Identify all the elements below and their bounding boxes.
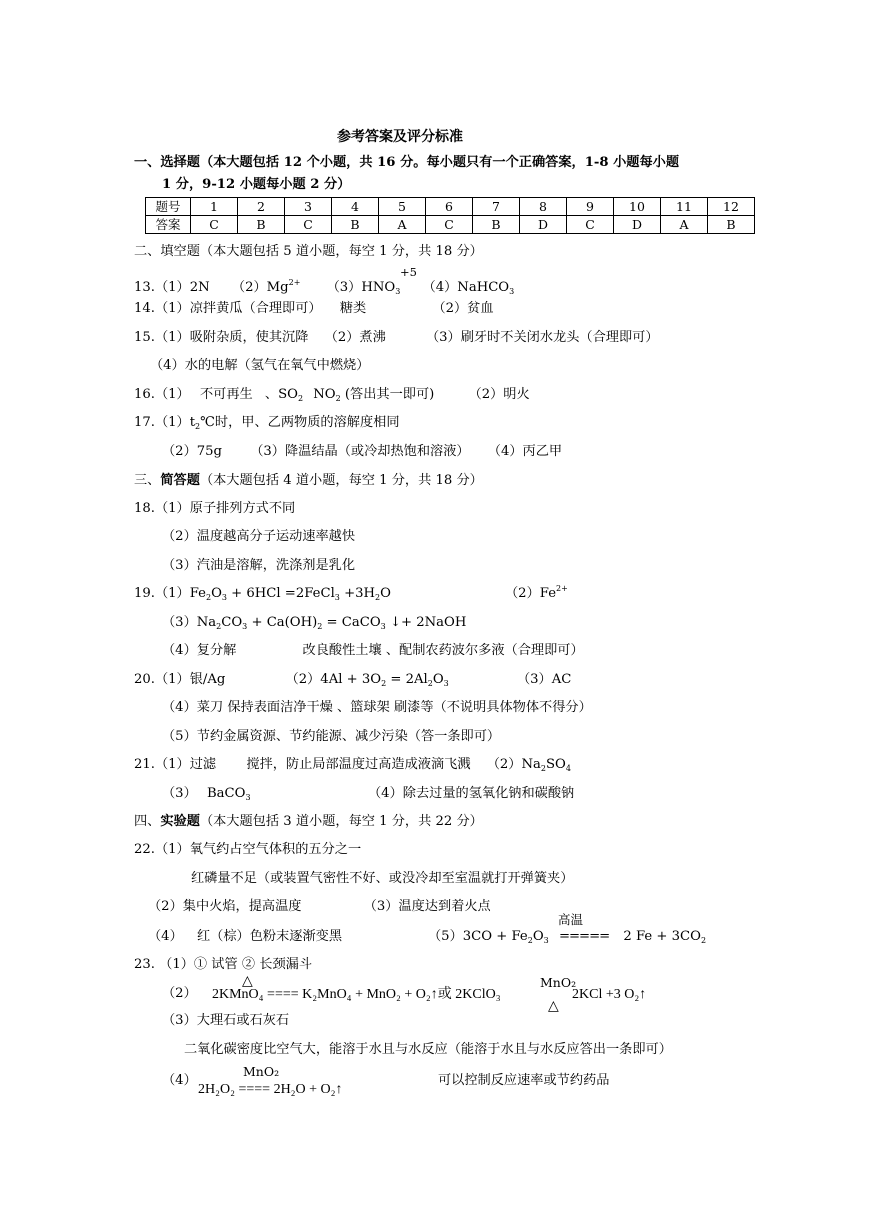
q19-d1: （4）复分解 [162, 643, 237, 658]
q20-b2: = 2Al [386, 672, 428, 687]
q21-line1 [134, 756, 571, 774]
q19-c-s3: 2 [317, 622, 323, 631]
q16-so2: 、SO [264, 387, 298, 402]
q22-e: （4） [148, 929, 183, 944]
table-cell: C [567, 216, 614, 234]
q19-line3 [162, 642, 584, 660]
q18-part3: （3）汽油是溶解，洗涤剂是乳化 [162, 558, 356, 573]
q21-c1: （2）Na [486, 757, 541, 772]
q23-catalyst-label-2: MnO₂ [243, 1064, 280, 1079]
q23-a: 23. （1）① 试管 ② 长颈漏斗 [134, 957, 313, 972]
table-cell: 4 [332, 198, 379, 216]
table-cell: 3 [285, 198, 332, 216]
q16-part1: 16.（1） [134, 387, 190, 402]
q19-c-s1: 2 [216, 622, 222, 631]
q22-g2: O [532, 929, 544, 944]
q22-g-s2: 3 [543, 936, 549, 945]
q19-part2 [505, 585, 568, 603]
q19-d2: 改良酸性土壤 、配制农药波尔多液（合理即可） [302, 643, 584, 658]
q21-c-s1: 2 [540, 764, 546, 773]
q22-g3: 2 Fe + 3CO [623, 929, 701, 944]
q17-line1 [134, 414, 400, 432]
q16-answer-c [313, 387, 340, 402]
q23-heat-symbol-2: △ [548, 998, 559, 1014]
q13-part1: （1）2N [154, 280, 210, 295]
q23-equation1b: 2KCl +3 O₂↑ [572, 987, 647, 1002]
q22-c: （2）集中火焰，提高温度 [148, 899, 302, 914]
table-row [146, 198, 755, 216]
q17-sub: 2 [195, 422, 201, 431]
q20-e: （5）节约金属资源、节约能源、减少污染（答一条即可） [162, 729, 501, 744]
table-cell: B [332, 216, 379, 234]
answer-table [145, 197, 755, 234]
q19-c-s4: 3 [380, 622, 386, 631]
q22-b: 红磷量不足（或装置气密性不好、或没冷却至室温就打开弹簧夹） [191, 871, 574, 886]
q14-part1: 14.（1）凉拌黄瓜（合理即可） [134, 301, 322, 316]
q18-part2: （2）温度越高分子运动速率越快 [162, 529, 356, 544]
q23-d: 二氧化碳密度比空气大，能溶于水且与水反应（能溶于水且与水反应答出一条即可） [184, 1042, 672, 1057]
q17-part1b: ℃时，甲、乙两物质的溶解度相同 [200, 415, 400, 430]
q19-a3: + 6HCl =2FeCl [226, 586, 335, 601]
q15-part3: （3）刷牙时不关闭水龙头（合理即可） [425, 330, 659, 345]
q14-part1b: 糖类 [339, 301, 367, 316]
q19-a-s4: 2 [375, 593, 381, 602]
q13-part2-sup: 2+ [288, 278, 301, 287]
q23-e1: （4） [162, 1073, 197, 1088]
q13-part4-sub: 3 [509, 287, 515, 296]
q23-e2: 可以控制反应速率或节约药品 [438, 1073, 610, 1088]
section3-title: 简答题 [160, 473, 200, 488]
q21-line2 [162, 785, 251, 803]
q21-d1: （3） [162, 786, 197, 801]
q20-a: 20.（1）银/Ag [134, 672, 226, 687]
q22-g [428, 928, 706, 946]
table-cell: C [191, 216, 238, 234]
q19-line1 [134, 585, 391, 603]
q13-part3-sub: 3 [395, 287, 401, 296]
table-cell: D [520, 216, 567, 234]
q17-part1a: 17.（1）t [134, 415, 196, 430]
q19-c-s2: 3 [242, 622, 248, 631]
table-cell: 8 [520, 198, 567, 216]
q20-b-s2: 2 [427, 679, 433, 688]
q19-c3: + Ca(OH) [247, 615, 318, 630]
q18-part1: 18.（1）原子排列方式不同 [134, 501, 296, 516]
q20-b3: O [432, 672, 444, 687]
section3-heading [134, 472, 483, 490]
q13-part4-text: （4）NaHCO [422, 280, 510, 295]
q19-line2 [162, 614, 466, 632]
q20-b-s1: 2 [381, 679, 387, 688]
table-cell: 1 [191, 198, 238, 216]
q19-b1: （2）Fe [505, 586, 556, 601]
q16-answer-a: 不可再生 [199, 387, 253, 402]
section1-heading: 一、选择题 [134, 155, 200, 170]
table-cell: B [708, 216, 755, 234]
q14-part2: （2）贫血 [432, 301, 494, 316]
section3-index: 三、 [134, 473, 161, 488]
q22-g-s1: 2 [527, 936, 533, 945]
section4-title: 实验题 [160, 814, 200, 829]
q19-c1: （3）Na [162, 615, 217, 630]
q21-c2: SO [545, 757, 566, 772]
q19-a5: O [380, 586, 391, 601]
q19-b-sup: 2+ [556, 584, 568, 593]
q14-line [134, 300, 494, 318]
q15-part4: （4）水的电解（氢气在氧气中燃烧） [150, 358, 370, 373]
section1-desc-line2: 1 分，9-12 小题每小题 2 分） [162, 177, 351, 192]
q21-c-s2: 4 [565, 764, 571, 773]
q19-a1: 19.（1）Fe [134, 586, 206, 601]
q22-equals: ===== [558, 929, 610, 944]
q21-b: 搅拌，防止局部温度过高造成液滴飞溅 [246, 757, 471, 772]
q13-part3 [327, 280, 401, 295]
table-cell: 12 [708, 198, 755, 216]
q22-condition: 高温 [558, 912, 584, 927]
q13-part4 [423, 280, 515, 295]
q16-line [134, 386, 530, 404]
section2-heading: 二、填空题（本大题包括 5 道小题，每空 1 分，共 18 分） [134, 244, 483, 259]
section4-desc: （本大题包括 3 道小题，每空 1 分，共 22 分） [199, 814, 483, 829]
q23-b1: （2） [162, 986, 197, 1001]
q22-a: 22.（1）氧气约占空气体积的五分之一 [134, 842, 362, 857]
q16-answer-b [265, 387, 303, 402]
q20-b1: （2）4Al + 3O [285, 672, 382, 687]
q16-note: (答出其一即可) [344, 387, 435, 402]
table-cell: B [238, 216, 285, 234]
q23-equation2: 2H₂O₂ ==== 2H₂O + O₂↑ [198, 1082, 343, 1097]
section3-desc: （本大题包括 4 道小题，每空 1 分，共 18 分） [199, 473, 483, 488]
q21-c [487, 757, 571, 772]
q17-part4: （4）丙乙甲 [487, 444, 563, 459]
q19-a2: O [211, 586, 222, 601]
q19-a4: +3H [339, 586, 376, 601]
table-cell: 6 [426, 198, 473, 216]
q23-heat-symbol: △ [242, 973, 253, 989]
q16-no2: NO [313, 387, 336, 402]
table-cell: D [614, 216, 661, 234]
q15-part2: （2）煮沸 [324, 330, 386, 345]
page-title: 参考答案及评分标准 [337, 129, 463, 145]
table-row-label: 题号 [146, 198, 191, 216]
q13-part2 [232, 280, 301, 295]
q22-f: 红（棕）色粉末逐渐变黑 [196, 929, 343, 944]
table-cell: A [661, 216, 708, 234]
section1-desc-line1: （本大题包括 12 个小题，共 16 分。每小题只有一个正确答案，1-8 小题每小题 [199, 155, 680, 170]
q19-c5: ↓+ 2NaOH [385, 615, 467, 630]
q19-a-s1: 2 [205, 593, 212, 602]
q20-b [286, 672, 449, 687]
table-cell: 5 [379, 198, 426, 216]
q16-part2: （2）明火 [468, 387, 530, 402]
q19-c4: = CaCO [322, 615, 381, 630]
q13-part2-text: （2）Mg [231, 280, 289, 295]
q22-line3 [148, 898, 491, 916]
q20-d: （4）菜刀 保持表面洁净干燥 、篮球架 刷漆等（不说明具体物体不得分） [162, 700, 592, 715]
table-cell: A [379, 216, 426, 234]
table-cell: C [285, 216, 332, 234]
q17-part3: （3）降温结晶（或冷却热饱和溶液） [250, 444, 470, 459]
q22-g-s3: 2 [700, 936, 707, 945]
q23-c: （3）大理石或石灰石 [162, 1013, 290, 1028]
valence-mark: +5 [400, 265, 417, 279]
q21-d2-text: BaCO [206, 786, 246, 801]
q19-a-s2: 3 [221, 593, 227, 602]
q17-part2: （2）75g [162, 444, 222, 459]
q17-line2 [162, 443, 562, 461]
table-row-label: 答案 [146, 216, 191, 234]
q21-a: 21.（1）过滤 [134, 757, 217, 772]
q21-e: （4）除去过量的氢氧化钠和碳酸钠 [368, 786, 575, 801]
q19-a-s3: 3 [334, 593, 340, 602]
q22-line4 [148, 928, 342, 946]
q20-b-s3: 3 [443, 679, 449, 688]
q23-equation1: 2KMnO₄ ==== K₂MnO₄ + MnO₂ + O₂↑或 2KClO₃ [212, 987, 501, 1002]
table-cell: 9 [567, 198, 614, 216]
q20-line1 [134, 671, 571, 689]
q15-line [134, 329, 659, 347]
section4-heading [134, 813, 483, 831]
q22-g1: （5）3CO + Fe [428, 929, 528, 944]
table-cell: C [426, 216, 473, 234]
q16-no2-sub: 2 [335, 394, 341, 403]
table-cell: B [473, 216, 520, 234]
table-cell: 7 [473, 198, 520, 216]
q21-d2 [207, 786, 251, 801]
q13-number: 13. [134, 280, 155, 295]
section1-heading-line [134, 154, 679, 172]
table-cell: 2 [238, 198, 285, 216]
section4-index: 四、 [134, 814, 161, 829]
q19-c2: CO [221, 615, 243, 630]
q23-catalyst-label: MnO₂ [540, 975, 577, 990]
q13-line [134, 279, 514, 297]
table-cell: 11 [661, 198, 708, 216]
q15-part1: 15.（1）吸附杂质，使其沉降 [134, 330, 309, 345]
q13-part3-text: （3）HNO [326, 280, 396, 295]
q16-so2-sub: 2 [297, 394, 304, 403]
q22-d: （3）温度达到着火点 [363, 899, 491, 914]
table-cell: 10 [614, 198, 661, 216]
q20-c: （3）AC [516, 672, 572, 687]
q21-d-sub: 3 [245, 793, 251, 802]
table-row [146, 216, 755, 234]
